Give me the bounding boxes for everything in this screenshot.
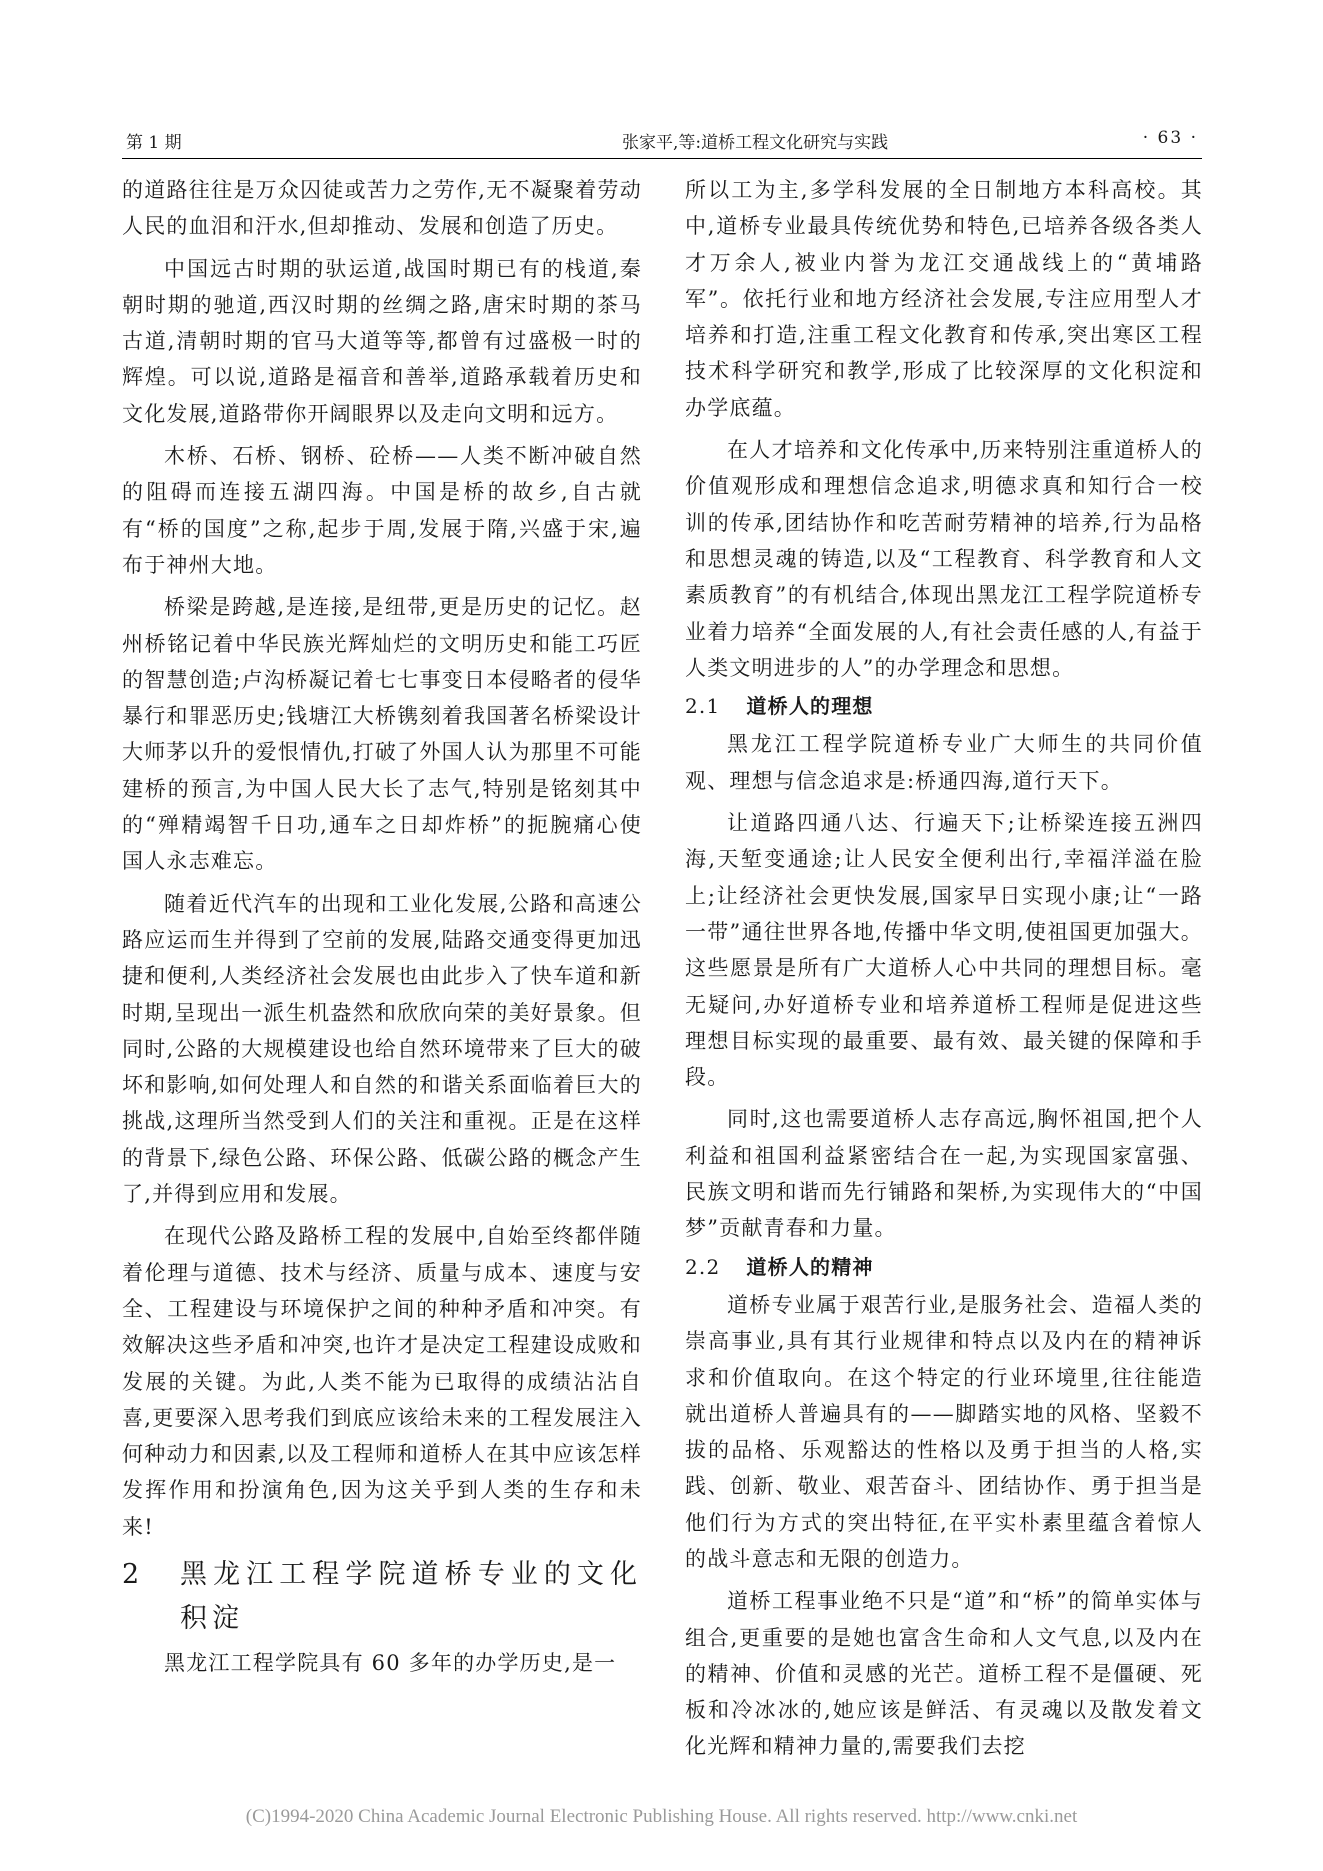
paragraph: 随着近代汽车的出现和工业化发展,公路和高速公路应运而生并得到了空前的发展,陆路交通变得更加迅捷和便利,人类经济社会发展也由此步入了快车道和新时期,呈现出一派生机盎然和欣欣向荣的美好景象。但同时,公路的大规模建设也给自然环境带来了巨大的破坏和影响,如何处理人和自然的和谐关系面临着巨大的挑战,这理所当然受到人们的关注和重视。正是在这样的背景下,绿色公路、环保公路、低碳公路的概念产生了,并得到应用和发展。: [122, 891, 642, 1207]
paragraph: 道桥工程事业绝不只是“道”和“桥”的简单实体与组合,更重要的是她也富含生命和人文气息,以及内在的精神、价值和灵感的光芒。道桥工程不是僵硬、死板和冷冰冰的,她应该是鲜活、有灵魂以及散发着文化光辉和精神力量的,需要我们去挖: [685, 1589, 1203, 1759]
page-number: · 63 ·: [1142, 128, 1198, 148]
subsection-number: 2.2: [685, 1254, 721, 1279]
left-column: [122, 172, 642, 1681]
running-title: 张家平,等:道桥工程文化研究与实践: [622, 133, 889, 153]
section-heading: [122, 1553, 642, 1641]
subsection-title: 道桥人的精神: [746, 1254, 874, 1279]
paragraph: 道桥专业属于艰苦行业,是服务社会、造福人类的崇高事业,具有其行业规律和特点以及内在的精神诉求和价值取向。在这个特定的行业环境里,往往能造就出道桥人普遍具有的——脚踏实地的风格、坚毅不拔的品格、乐观豁达的性格以及勇于担当的人格,实践、创新、敬业、艰苦奋斗、团结协作、勇于担当是他们行为方式的突出特征,在平实朴素里蕴含着惊人的战斗意志和无限的创造力。: [685, 1292, 1203, 1571]
issue-number: 第 1 期: [126, 133, 182, 153]
paragraph: 在现代公路及路桥工程的发展中,自始至终都伴随着伦理与道德、技术与经济、质量与成本、速度与安全、工程建设与环境保护之间的种种矛盾和冲突。有效解决这些矛盾和冲突,也许才是决定工程建设成败和发展的关键。为此,人类不能为已取得的成绩沾沾自喜,更要深入思考我们到底应该给未来的工程发展注入何种动力和因素,以及工程师和道桥人在其中应该怎样发挥作用和扮演角色,因为这关乎到人类的生存和未来!: [122, 1224, 642, 1539]
subsection-heading: [685, 1249, 1203, 1285]
paragraph: 黑龙江工程学院道桥专业广大师生的共同价值观、理想与信念追求是:桥通四海,道行天下。: [685, 732, 1203, 793]
paragraph: 黑龙江工程学院具有 60 多年的办学历史,是一: [164, 1650, 617, 1675]
paragraph: 所以工为主,多学科发展的全日制地方本科高校。其中,道桥专业最具传统优势和特色,已培养各级各类人才万余人,被业内誉为龙江交通战线上的“黄埔路军”。依托行业和地方经济社会发展,专注应用型人才培养和打造,注重工程文化教育和传承,突出寒区工程技术科学研究和教学,形成了比较深厚的文化积淀和办学底蕴。: [685, 178, 1203, 420]
running-header: [122, 124, 1202, 159]
paragraph: 同时,这也需要道桥人志存高远,胸怀祖国,把个人利益和祖国利益紧密结合在一起,为实现国家富强、民族文明和谐而先行铺路和架桥,为实现伟大的“中国梦”贡献青春和力量。: [685, 1107, 1203, 1241]
paragraph: 中国远古时期的驮运道,战国时期已有的栈道,秦朝时期的驰道,西汉时期的丝绸之路,唐宋时期的茶马古道,清朝时期的官马大道等等,都曾有过盛极一时的辉煌。可以说,道路是福音和善举,道路承载着历史和文化发展,道路带你开阔眼界以及走向文明和远方。: [122, 256, 642, 426]
subsection-number: 2.1: [685, 694, 721, 719]
right-column: [685, 172, 1203, 1765]
paragraph: 桥梁是跨越,是连接,是纽带,更是历史的记忆。赵州桥铭记着中华民族光辉灿烂的文明历史和能工巧匠的智慧创造;卢沟桥凝记着七七事变日本侵略者的侵华暴行和罪恶历史;钱塘江大桥镌刻着我国著名桥梁设计大师茅以升的爱恨情仇,打破了外国人认为那里不可能建桥的预言,为中国人民大长了志气,特别是铭刻其中的“殚精竭智千日功,通车之日却炸桥”的扼腕痛心使国人永志难忘。: [122, 595, 642, 874]
section-number: 2: [122, 1558, 145, 1590]
paragraph: 木桥、石桥、钢桥、砼桥——人类不断冲破自然的阻碍而连接五湖四海。中国是桥的故乡,自古就有“桥的国度”之称,起步于周,发展于隋,兴盛于宋,遍布于神州大地。: [122, 444, 642, 577]
section-title: 黑龙江工程学院道桥专业的文化积淀: [180, 1558, 642, 1634]
paragraph: 在人才培养和文化传承中,历来特别注重道桥人的价值观形成和理想信念追求,明德求真和知行合一校训的传承,团结协作和吃苦耐劳精神的培养,行为品格和思想灵魂的铸造,以及“工程教育、科学教育和人文素质教育”的有机结合,体现出黑龙江工程学院道桥专业着力培养“全面发展的人,有社会责任感的人,有益于人类文明进步的人”的办学理念和思想。: [685, 438, 1203, 680]
subsection-heading: [685, 688, 1203, 724]
subsection-title: 道桥人的理想: [746, 694, 874, 719]
copyright-footer: (C)1994-2020 China Academic Journal Electronic Publishing House. All rights reserved. http://www.cnki.net: [245, 1806, 1078, 1827]
paragraph: 的道路往往是万众囚徒或苦力之劳作,无不凝聚着劳动人民的血泪和汗水,但却推动、发展和创造了历史。: [122, 178, 642, 239]
paragraph: 让道路四通八达、行遍天下;让桥梁连接五洲四海,天堑变通途;让人民安全便利出行,幸福洋溢在脸上;让经济社会更快发展,国家早日实现小康;让“一路一带”通往世界各地,传播中华文明,使祖国更加强大。这些愿景是所有广大道桥人心中共同的理想目标。毫无疑问,办好道桥专业和培养道桥工程师是促进这些理想目标实现的最重要、最有效、最关键的保障和手段。: [685, 811, 1203, 1090]
